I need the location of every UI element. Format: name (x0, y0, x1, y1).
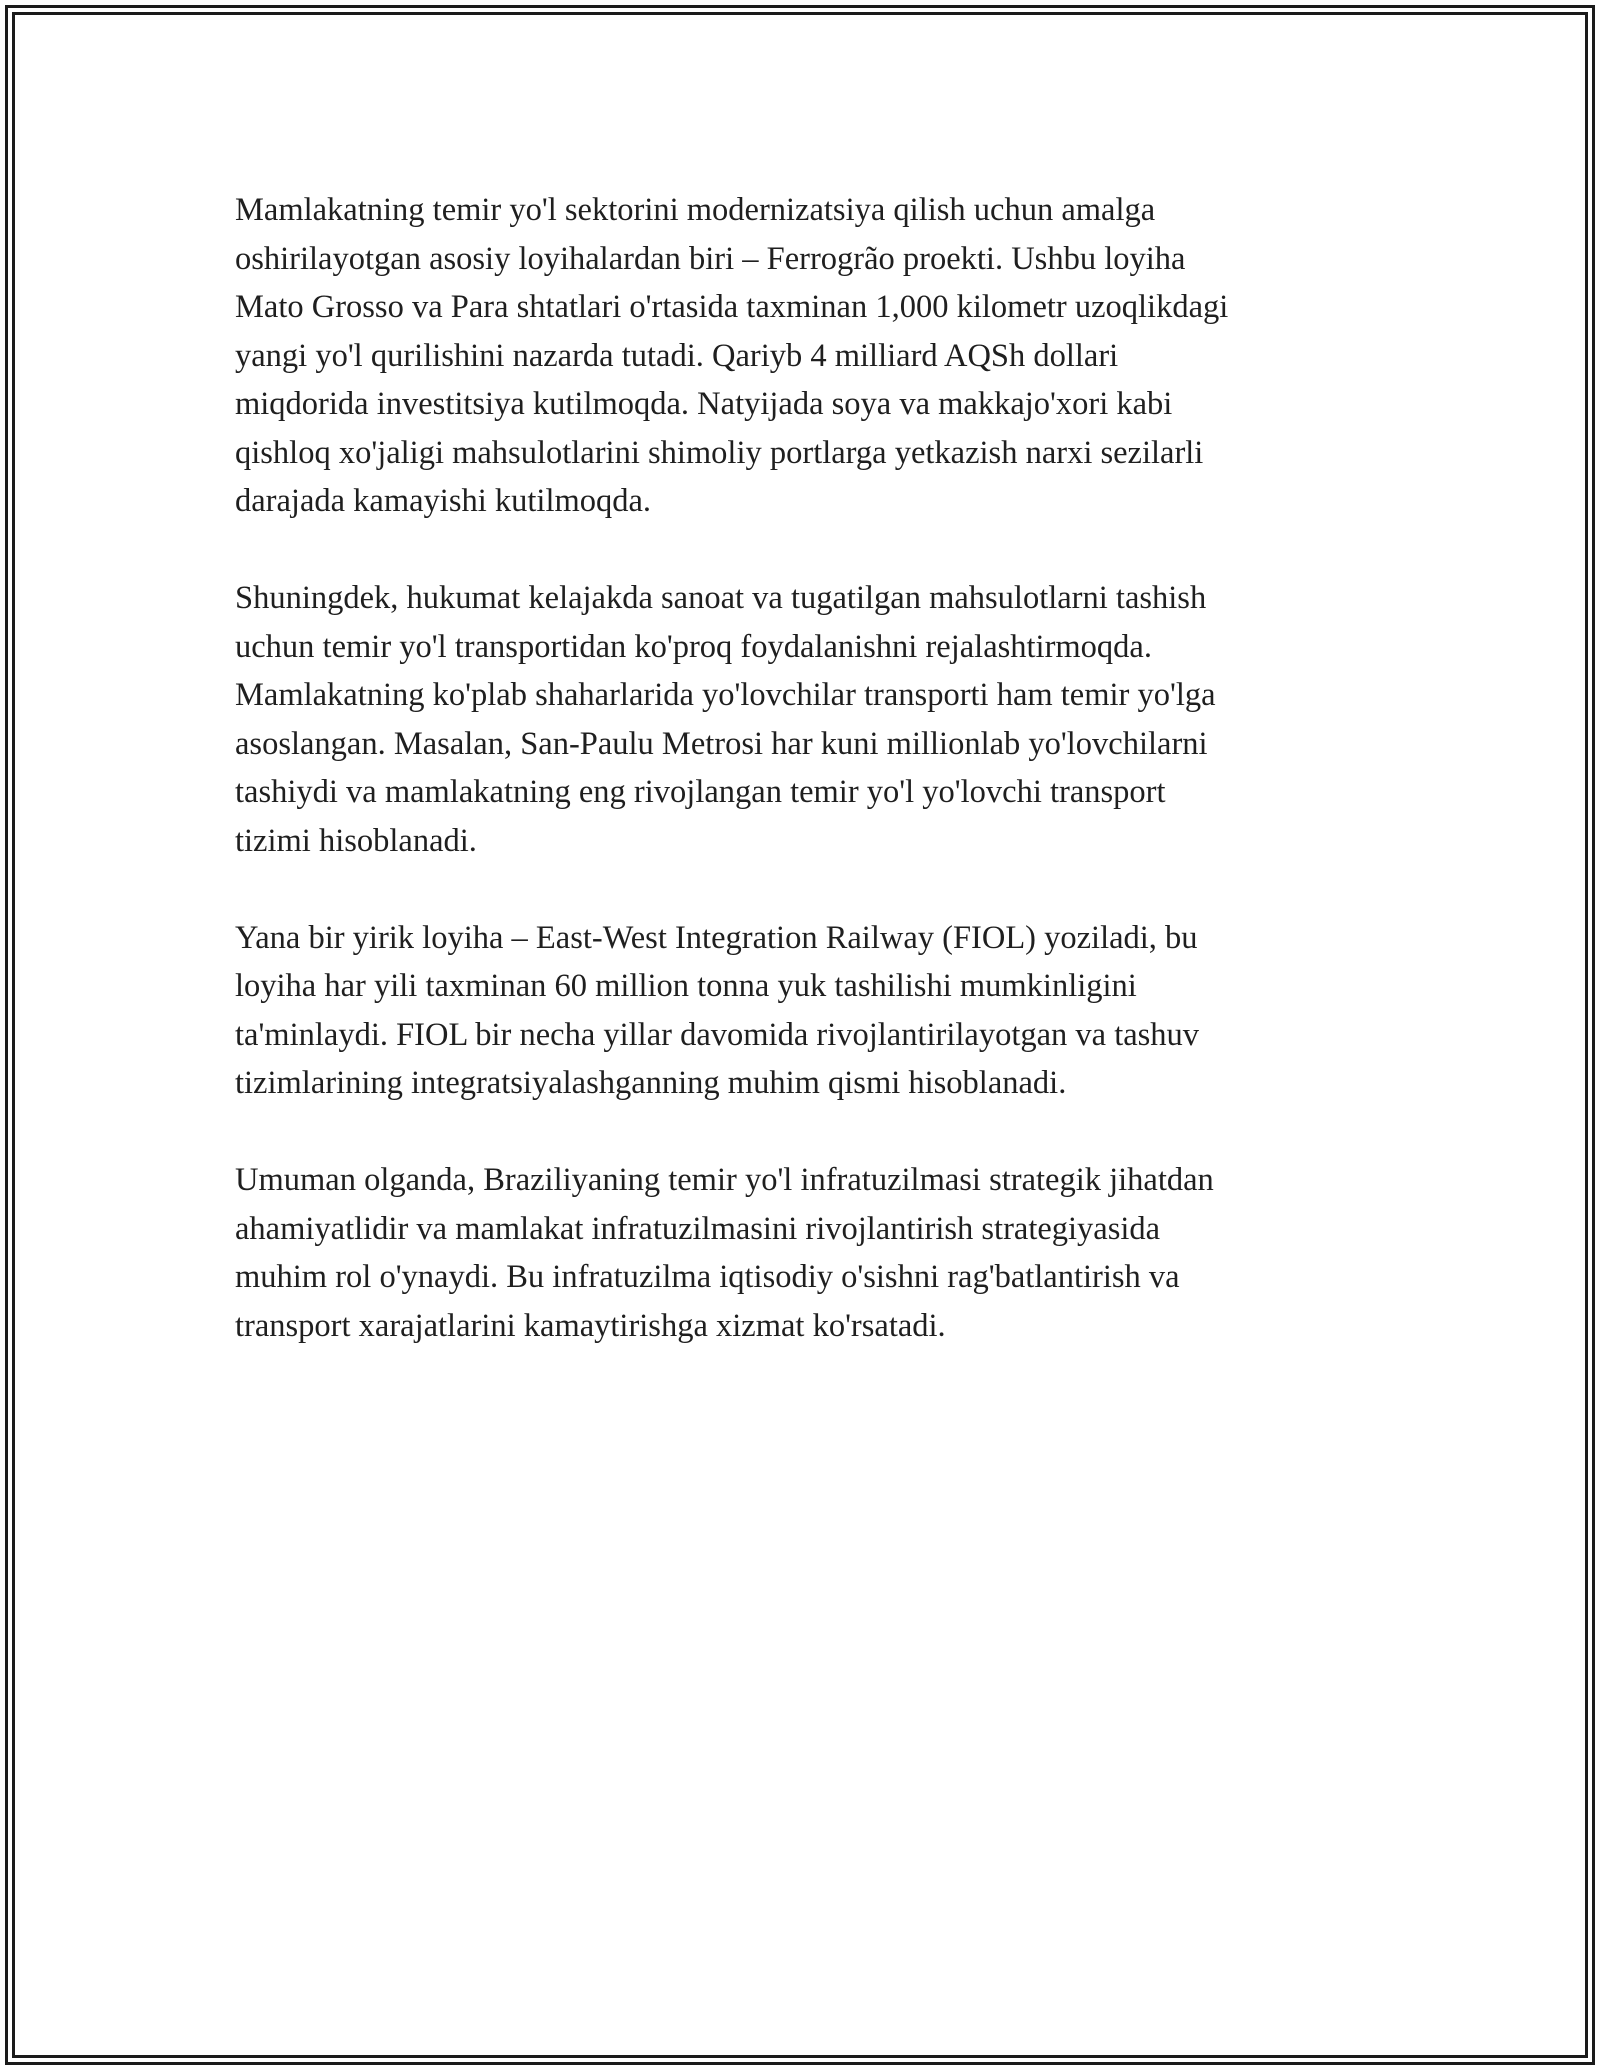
paragraph: Yana bir yirik loyiha – East-West Integration Railway (FIOL) yoziladi, bu loyiha har yili taxminan 60 million tonna yuk tashilishi mumkinligini ta'minlaydi. FIOL bir necha yillar davomida rivojlantirilayotgan va tashuv tizimlarining integratsiyalashganning muhim qismi hisoblanadi. (235, 919, 1200, 1101)
document-body (235, 186, 1365, 1399)
paragraph: Shuningdek, hukumat kelajakda sanoat va tugatilgan mahsulotlarni tashish uchun temir yo'l transportidan ko'proq foydalanishni rejalashtirmoqda. Mamlakatning ko'plab shaharlarida yo'lovchilar transporti ham temir yo'lga asoslangan. Masalan, San-Paulu Metrosi har kuni millionlab yo'lovchilarni tashiydi va mamlakatning eng rivojlangan temir yo'l yo'lovchi transport tizimi hisoblanadi. (235, 580, 1216, 859)
paragraph: Umuman olganda, Braziliyaning temir yo'l infratuzilmasi strategik jihatdan ahamiyatlidir va mamlakat infratuzilmasini rivojlantirish strategiyasida muhim rol o'ynaydi. Bu infratuzilma iqtisodiy o'sishni rag'batlantirish va transport xarajatlarini kamaytirishga xizmat ko'rsatadi. (235, 1162, 1214, 1344)
paragraph: Mamlakatning temir yo'l sektorini modernizatsiya qilish uchun amalga oshirilayotgan asosiy loyihalardan biri – Ferrogrão proekti. Ushbu loyiha Mato Grosso va Para shtatlari o'rtasida taxminan 1,000 kilometr uzoqlikdagi yangi yo'l qurilishini nazarda tutadi. Qariyb 4 milliard AQSh dollari miqdorida investitsiya kutilmoqda. Natyijada soya va makkajo'xori kabi qishloq xo'jaligi mahsulotlarini shimoliy portlarga yetkazish narxi sezilarli darajada kamayishi kutilmoqda. (235, 192, 1229, 519)
